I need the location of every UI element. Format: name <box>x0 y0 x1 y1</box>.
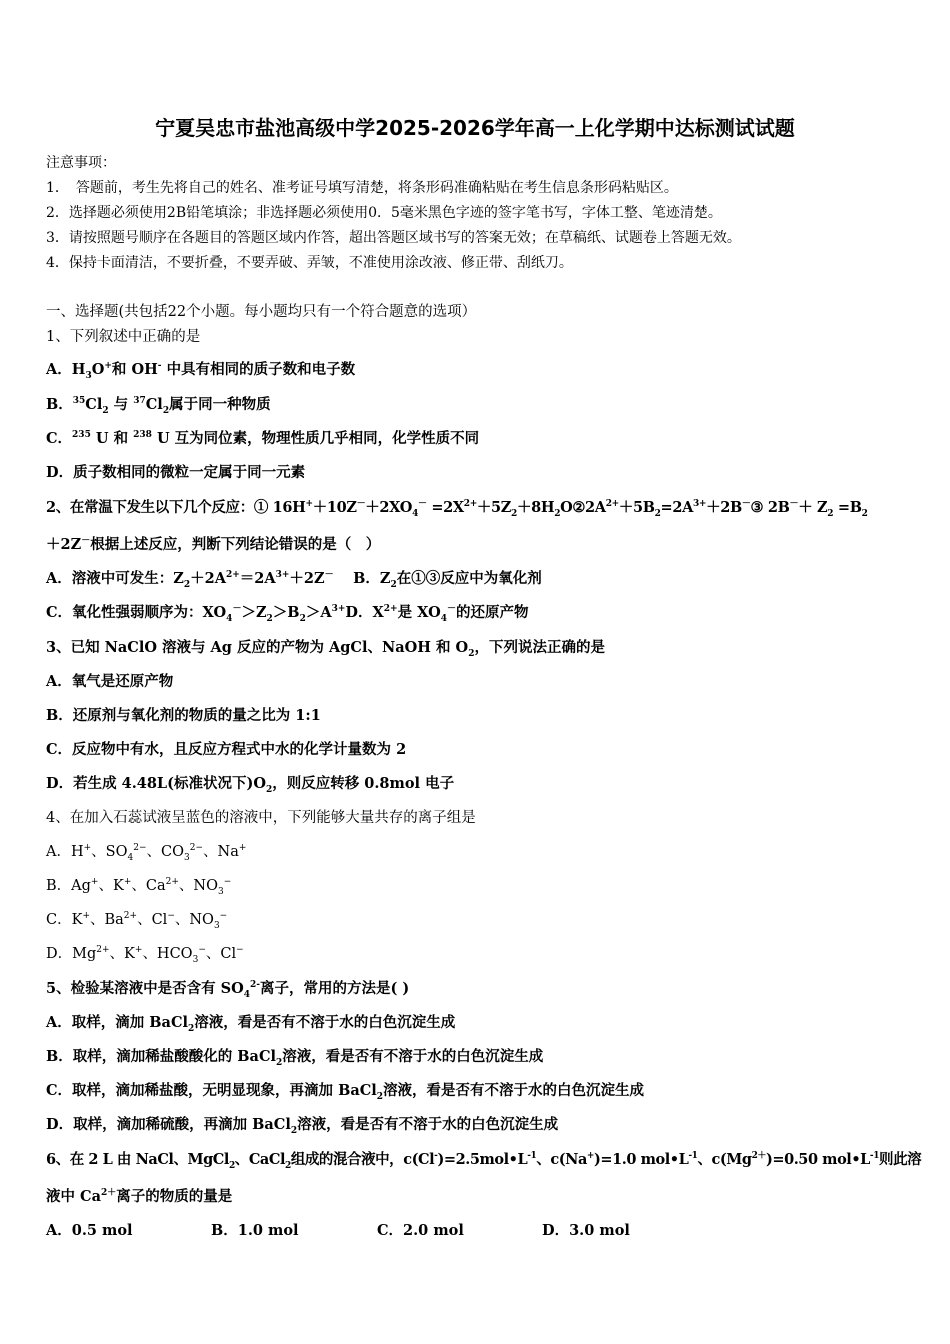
q1-option-b: B．$^{35}Cl_2$ 与 $^{37}Cl_2$属于同一种物质 <box>46 396 271 416</box>
q4-stem: 4、在加入石蕊试液呈蓝色的溶液中，下列能够大量共存的离子组是 <box>46 810 476 826</box>
q1-option-d: D．质子数相同的微粒一定属于同一元素 <box>46 464 306 481</box>
q6-stem-line2: 液中 $Ca^{2+}$离子的物质的量是 <box>46 1188 233 1205</box>
q6-option-c: C．2.0 mol <box>377 1222 464 1239</box>
q4-option-c: C．K+、$Ba^{2+}$、Cl−、$NO_3^-$ <box>46 911 228 931</box>
notice-item-3: 3．请按照题号顺序在各题目的答题区域内作答，超出答题区域书写的答案无效；在草稿纸、试题卷上答题无效。 <box>46 230 741 246</box>
notice-heading: 注意事项： <box>46 155 116 171</box>
q2-stem-line1: 2、在常温下发生以下几个反应：① $16H^++10Z^-+2XO_4^-$ $=2X^{2+}+5Z_2+8H_2O②2A^{2+}+5B_2=2A^{3+}+2B^-③$ $2B^-+ Z_2 =B_2$ <box>46 499 868 519</box>
q5-option-a: A．取样，滴加 BaCl$_2$溶液，看是否有不溶于水的白色沉淀生成 <box>46 1014 456 1034</box>
q1-option-a: A．$H_3O^+$和 OH- 中具有相同的质子数和电子数 <box>46 361 356 381</box>
q5-option-d: D．取样，滴加稀硫酸，再滴加 BaCl$_2$溶液，看是否有不溶于水的白色沉淀生成 <box>46 1116 559 1136</box>
q2-option-ab: A．溶液中可发生：$Z_2+2A^{2+}=2A^{3+}+2Z^-$ B．$Z_2$在①③反应中为氧化剂 <box>46 570 542 590</box>
q5-option-b: B．取样，滴加稀盐酸酸化的 BaCl$_2$溶液，看是否有不溶于水的白色沉淀生成 <box>46 1048 544 1068</box>
q4-option-a: A．H+、$SO_4^{2-}$、$CO_3^{2-}$、Na+ <box>46 843 247 863</box>
notice-item-1: 1． 答题前，考生先将自己的姓名、准考证号填写清楚，将条形码准确粘贴在考生信息条形码粘贴区。 <box>46 180 678 196</box>
q2-stem-line2: ＋2Z－根据上述反应，判断下列结论错误的是（ ） <box>46 536 381 553</box>
q4-option-b: B．Ag+、K+、$Ca^{2+}$、$NO_3^-$ <box>46 877 232 897</box>
q3-option-c: C．反应物中有水，且反应方程式中水的化学计量数为 2 <box>46 741 407 758</box>
page-title: 宁夏吴忠市盐池高级中学2025-2026学年高一上化学期中达标测试试题 <box>155 116 795 140</box>
q6-option-b: B．1.0 mol <box>211 1222 299 1239</box>
q1-option-c: C．$^{235}$ U 和 $^{238}$ U 互为同位素，物理性质几乎相同，化学性质不同 <box>46 430 480 447</box>
q4-option-d: D．$Mg^{2+}$、K+、$HCO_3^-$、Cl− <box>46 945 244 965</box>
q6-option-d: D．3.0 mol <box>542 1222 630 1239</box>
q3-stem: 3、已知 NaClO 溶液与 Ag 反应的产物为 AgCl、NaOH 和 $O_2$，下列说法正确的是 <box>46 639 605 659</box>
q6-option-a: A．0.5 mol <box>46 1222 133 1239</box>
q5-stem: 5、检验某溶液中是否含有 $SO_4^{2-}$离子，常用的方法是( ) <box>46 980 410 1000</box>
q3-option-d: D．若生成 4.48L(标准状况下)$O_2$，则反应转移 0.8mol 电子 <box>46 775 455 795</box>
q2-option-cd: C．氧化性强弱顺序为：$XO_4^->Z_2>B_2>A^{3+}D$．$X^{2+}$是 $XO_4^-$的还原产物 <box>46 604 529 624</box>
q3-option-b: B．还原剂与氧化剂的物质的量之比为 1:1 <box>46 707 321 724</box>
q5-option-c: C．取样，滴加稀盐酸，无明显现象，再滴加 BaCl$_2$溶液，看是否有不溶于水的白色沉淀生成 <box>46 1082 645 1102</box>
notice-item-2: 2．选择题必须使用2B铅笔填涂；非选择题必须使用0．5毫米黑色字迹的签字笔书写，字体工整、笔迹清楚。 <box>46 205 722 221</box>
section-heading: 一、选择题(共包括22个小题。每小题均只有一个符合题意的选项） <box>46 304 477 320</box>
q6-stem-line1: 6、在 2 L 由 NaCl、MgCl$_2$、CaCl$_2$组成的混合液中，$c(Cl^-)=2.5mol•L^{-1}$、c(Na+)=1.0 $mol•L^{-1}$、$c(Mg^{2+})=0.50$ $mol•L^{-1}$则此溶 <box>46 1151 922 1171</box>
notice-item-4: 4．保持卡面清洁，不要折叠，不要弄破、弄皱，不准使用涂改液、修正带、刮纸刀。 <box>46 255 573 271</box>
q1-stem: 1、下列叙述中正确的是 <box>46 329 201 345</box>
q3-option-a: A．氧气是还原产物 <box>46 673 174 690</box>
